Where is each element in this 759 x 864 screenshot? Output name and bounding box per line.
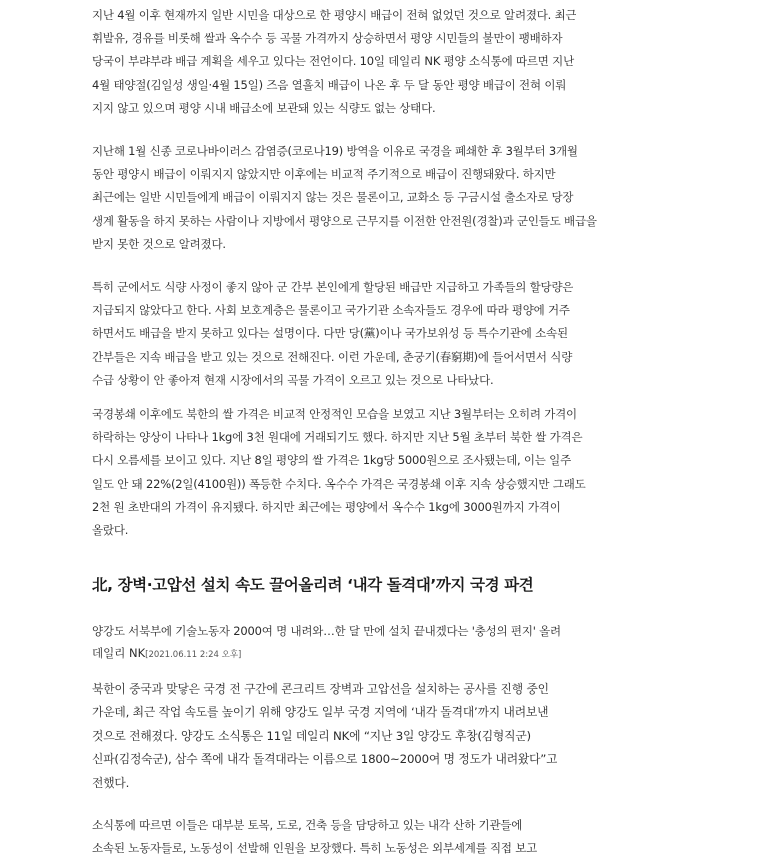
subheadline-text: 양강도 서북부에 기술노동자 2000여 명 내려와…한 달 만에 설치 끝내겠다는 '충성의 편지' 올려 <box>92 624 561 638</box>
article2-byline <box>92 642 241 667</box>
text-line: 수급 상황이 안 좋아져 현재 시장에서의 곡물 가격이 오르고 있는 것으로 나타났다. <box>92 372 494 387</box>
source-name: 데일리 NK <box>92 646 146 660</box>
text-line: 올랐다. <box>92 523 129 538</box>
text-line: 소속된 노동자들로, 노동성이 선발해 인원을 보장했다. 특히 노동성은 외부세계를 직접 보고 <box>92 841 538 856</box>
article1-paragraph-1 <box>92 4 576 120</box>
text-line: 일도 안 돼 22%(2일(4100원)) 폭등한 수치다. 옥수수 가격은 국경봉쇄 이후 지속 상승했지만 그래도 <box>92 476 586 491</box>
text-line: 지난해 1월 신종 코로나바이러스 감염증(코로나19) 방역을 이유로 국경을 폐쇄한 후 3월부터 3개월 <box>92 144 578 158</box>
text-line: 생계 활동을 하지 못하는 사람이나 지방에서 평양으로 근무지를 이전한 안전원(경찰)과 군인들도 배급을 <box>92 213 597 228</box>
text-line: 최근에는 일반 시민들에게 배급이 이뤄지지 않는 것은 물론이고, 교화소 등 구금시설 출소자로 당장 <box>92 190 574 205</box>
text-line: 전했다. <box>92 775 130 790</box>
text-line: 2천 원 초반대의 가격이 유지됐다. 하지만 최근에는 평양에서 옥수수 1kg에 3000원까지 가격이 <box>92 499 561 514</box>
text-line: 4월 태양절(김일성 생일·4월 15일) 즈음 열흘치 배급이 나온 후 두 달 동안 평양 배급이 전혀 이뤄 <box>92 77 567 92</box>
text-line: 지급되지 않았다고 한다. 사회 보호계층은 물론이고 국가기관 소속자들도 경우에 따라 평양에 거주 <box>92 303 570 318</box>
article2-paragraph-2 <box>92 814 537 860</box>
text-line: 북한이 중국과 맞닿은 국경 전 구간에 콘크리트 장벽과 고압선을 설치하는 공사를 진행 중인 <box>92 682 549 696</box>
text-line: 신파(김정숙군), 삼수 쪽에 내각 돌격대라는 이름으로 1800~2000여 명 정도가 내려왔다”고 <box>92 752 558 767</box>
text-line: 하락하는 양상이 나타나 1kg에 3천 원대에 거래되기도 했다. 하지만 지난 5월 초부터 북한 쌀 가격은 <box>92 430 583 445</box>
article2-headline: 北, 장벽·고압선 설치 속도 끌어올리려 ‘내각 돌격대’까지 국경 파견 <box>92 576 534 594</box>
text-line: 특히 군에서도 식량 사정이 좋지 않아 군 간부 본인에게 할당된 배급만 지급하고 가족들의 할당량은 <box>92 280 574 294</box>
text-line: 간부들은 지속 배급을 받고 있는 것으로 전해진다. 이런 가운데, 춘궁기(春窮期)에 들어서면서 식량 <box>92 349 573 364</box>
article1-paragraph-3 <box>92 276 573 392</box>
text-line: 지난 4월 이후 현재까지 일반 시민을 대상으로 한 평양시 배급이 전혀 없었던 것으로 알려졌다. 최근 <box>92 8 577 22</box>
text-line: 국경봉쇄 이후에도 북한의 쌀 가격은 비교적 안정적인 모습을 보였고 지난 3월부터는 오히려 가격이 <box>92 407 577 421</box>
article2-subheadline <box>92 620 561 643</box>
article2-paragraph-1 <box>92 678 557 795</box>
text-line: 가운데, 최근 작업 속도를 높이기 위해 양강도 일부 국경 지역에 ‘내각 돌격대’까지 내려보낸 <box>92 705 549 720</box>
text-line: 것으로 전해졌다. 양강도 소식통은 11일 데일리 NK에 “지난 3일 양강도 후창(김형직군) <box>92 728 531 743</box>
text-line: 하면서도 배급을 받지 못하고 있다는 설명이다. 다만 당(黨)이나 국가보위성 등 특수기관에 소속된 <box>92 326 568 341</box>
text-line: 받지 못한 것으로 알려졌다. <box>92 236 226 251</box>
article1-paragraph-4 <box>92 403 586 542</box>
text-line: 다시 오름세를 보이고 있다. 지난 8일 평양의 쌀 가격은 1kg당 5000원으로 조사됐는데, 이는 일주 <box>92 453 571 468</box>
article1-paragraph-2 <box>92 140 597 256</box>
text-line: 당국이 부랴부랴 배급 계획을 세우고 있다는 전언이다. 10일 데일리 NK 평양 소식통에 따르면 지난 <box>92 54 574 69</box>
text-line: 소식통에 따르면 이들은 대부분 토목, 도로, 건축 등을 담당하고 있는 내각 산하 기관들에 <box>92 818 523 832</box>
text-line: 지지 않고 있으며 평양 시내 배급소에 보관돼 있는 식량도 없는 상태다. <box>92 100 436 115</box>
publish-date: [2021.06.11 2:24 오후] <box>145 650 242 660</box>
text-line: 동안 평양시 배급이 이뤄지지 않았지만 이후에는 비교적 주기적으로 배급이 진행돼왔다. 하지만 <box>92 167 556 182</box>
text-line: 휘발유, 경유를 비롯해 쌀과 옥수수 등 곡물 가격까지 상승하면서 평양 시민들의 불만이 팽배하자 <box>92 31 563 46</box>
